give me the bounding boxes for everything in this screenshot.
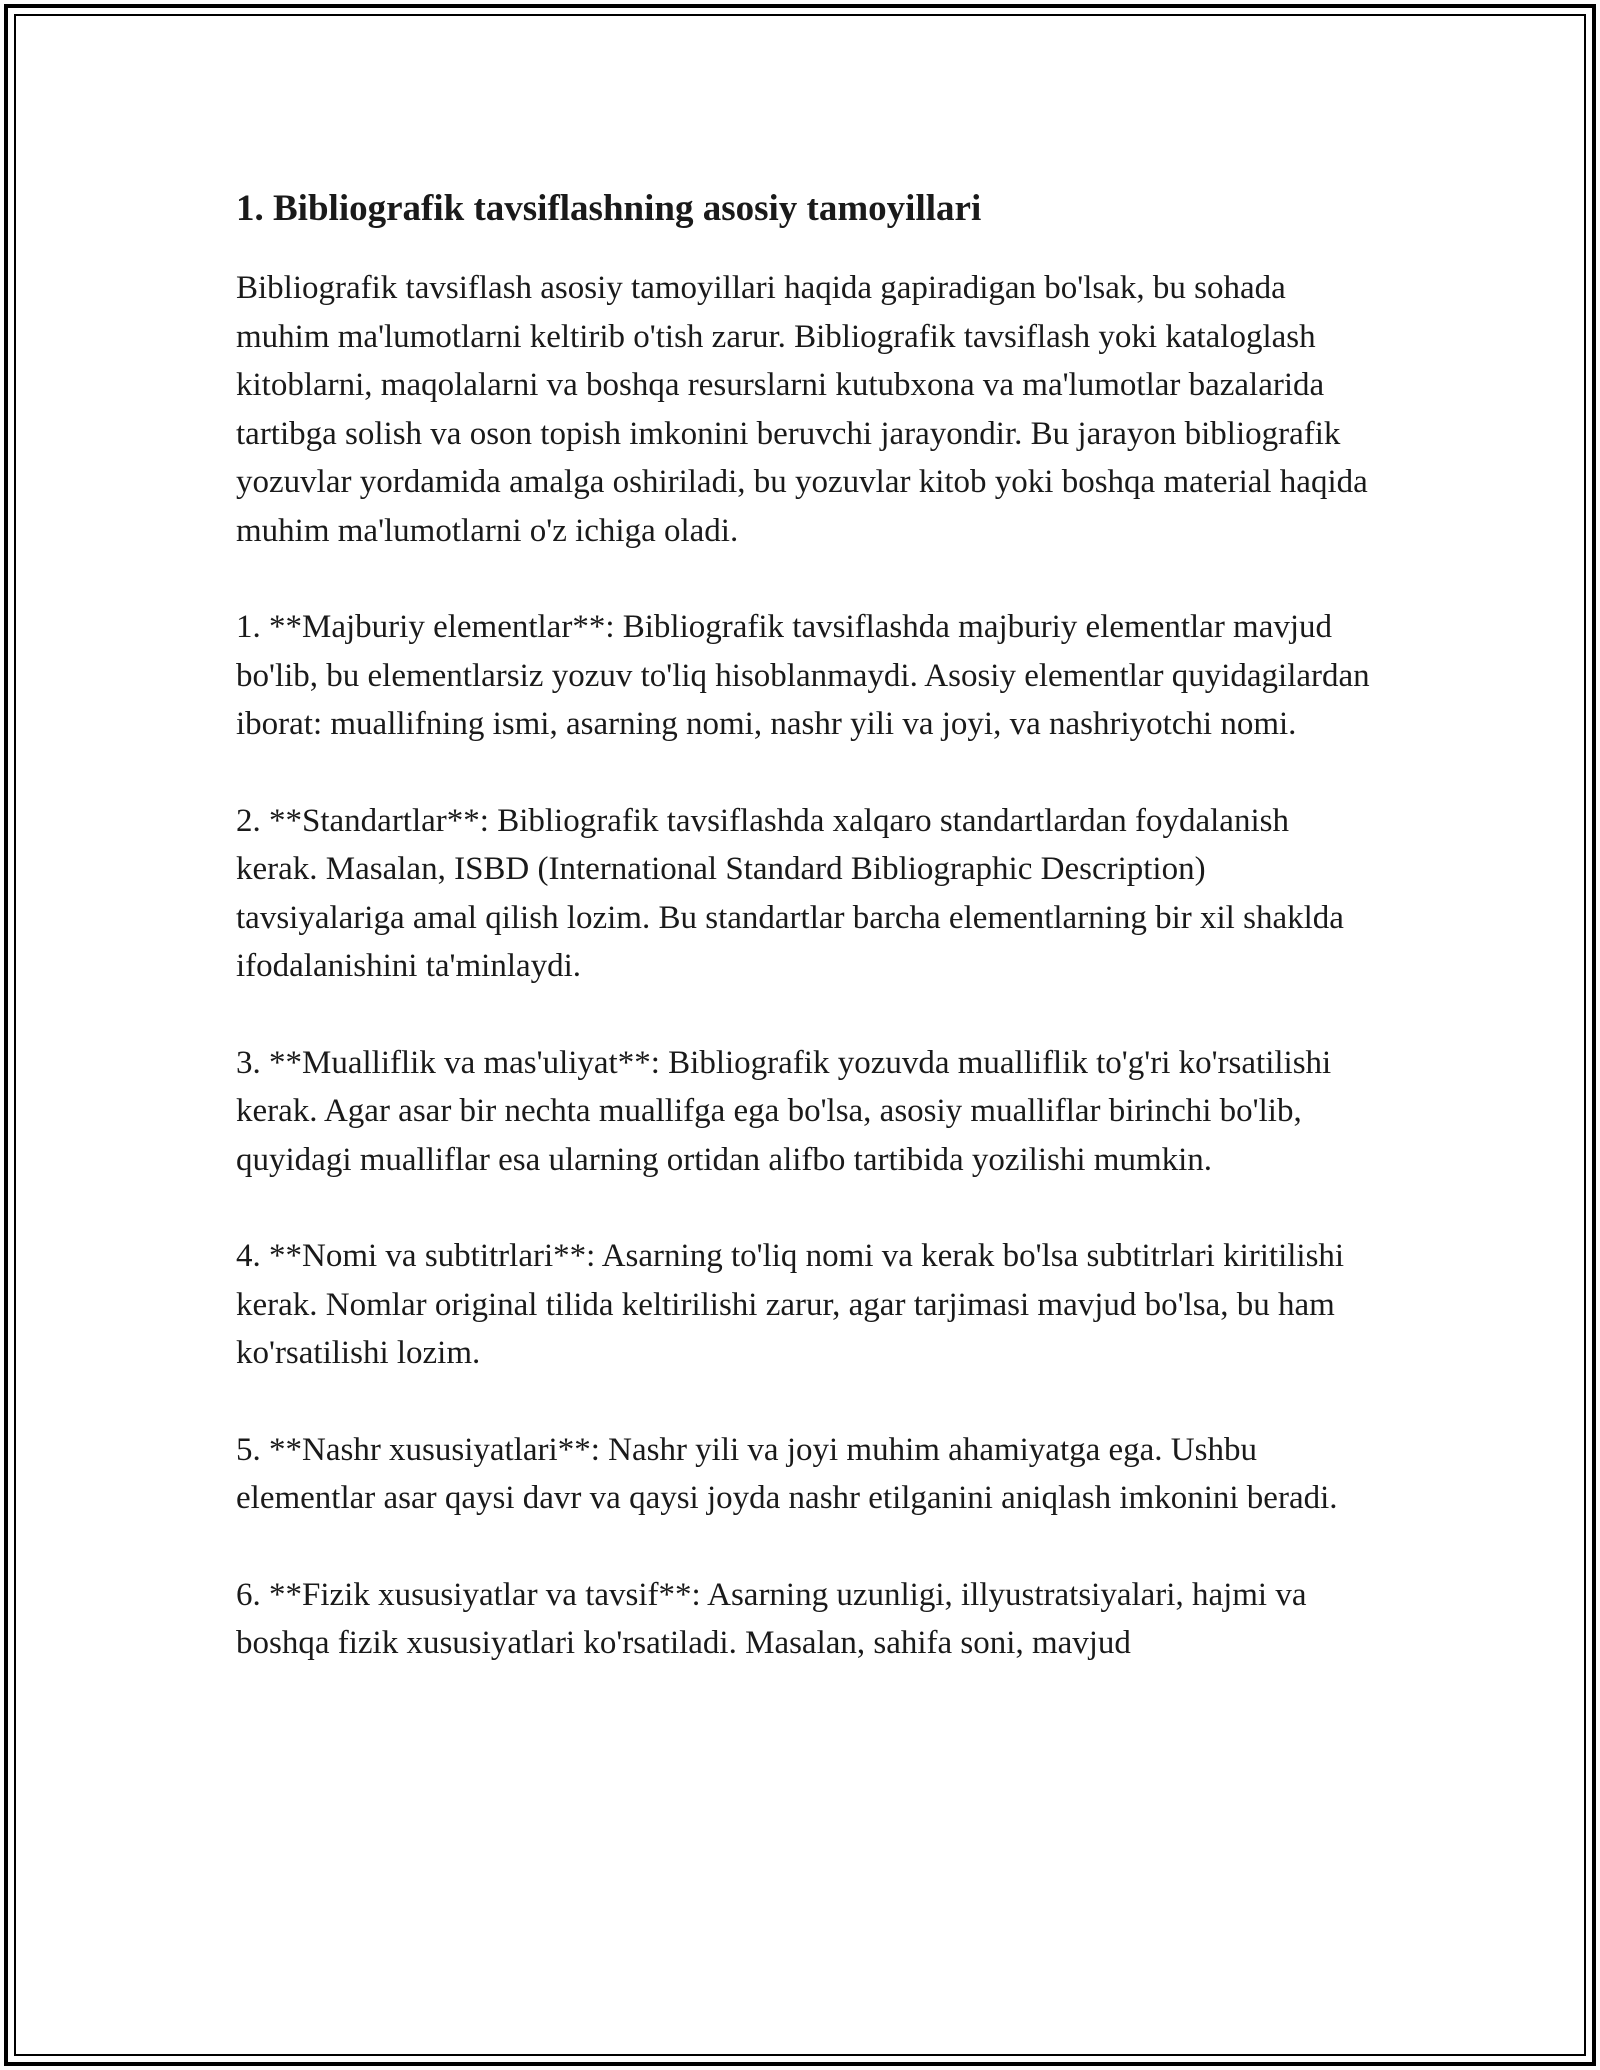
principle-title-subtitles: 4. **Nomi va subtitrlari**: Asarning to'liq nomi va kerak bo'lsa subtitrlari kiritilishi kerak. Nomlar original tilida keltirilishi zarur, agar tarjimasi mavjud bo'lsa, bu ham ko'rsatilishi lozim. xyxy=(236,1238,1345,1371)
principle-mandatory-elements: 1. **Majburiy elementlar**: Bibliografik tavsiflashda majburiy elementlar mavjud bo'lib, bu elementlarsiz yozuv to'liq hisoblanmaydi. Asosiy elementlar quyidagilardan iborat: muallifning ismi, asarning nomi, nashr yili va joyi, va nashriyotchi nomi. xyxy=(236,609,1370,742)
principle-standards: 2. **Standartlar**: Bibliografik tavsiflashda xalqaro standartlardan foydalanish kerak. Masalan, ISBD (International Standard Bibliographic Description) tavsiyalariga amal qilish lozim. Bu standartlar barcha elementlarning bir xil shaklda ifodalanishini ta'minlaydi. xyxy=(236,802,1344,984)
principle-authorship: 3. **Mualliflik va mas'uliyat**: Bibliografik yozuvda mualliflik to'g'ri ko'rsatilishi kerak. Agar asar bir nechta muallifga ega bo'lsa, asosiy mualliflar birinchi bo'lib, quyidagi mualliflar esa ularning ortidan alifbo tartibida yozilishi mumkin. xyxy=(236,1044,1332,1178)
principle-physical-description: 6. **Fizik xususiyatlar va tavsif**: Asarning uzunligi, illyustratsiyalari, hajmi va boshqa fizik xususiyatlari ko'rsatiladi. Masalan, sahifa soni, mavjud xyxy=(236,1576,1307,1661)
principle-publication: 5. **Nashr xususiyatlari**: Nashr yili va joyi muhim ahamiyatga ega. Ushbu elementlar asar qaysi davr va qaysi joyda nashr etilganini aniqlash imkonini beradi. xyxy=(236,1431,1338,1516)
intro-paragraph: Bibliografik tavsiflash asosiy tamoyillari haqida gapiradigan bo'lsak, bu sohada muhim ma'lumotlarni keltirib o'tish zarur. Bibliografik tavsiflash yoki kataloglash kitoblarni, maqolalarni va boshqa resurslarni kutubxona va ma'lumotlar bazalarida tartibga solish va oson topish imkonini beruvchi jarayondir. Bu jarayon bibliografik yozuvlar yordamida amalga oshiriladi, bu yozuvlar kitob yoki boshqa material haqida muhim ma'lumotlarni o'z ichiga oladi. xyxy=(236,270,1368,549)
document-body xyxy=(236,186,1376,1716)
section-heading: 1. Bibliografik tavsiflashning asosiy tamoyillari xyxy=(236,188,982,229)
